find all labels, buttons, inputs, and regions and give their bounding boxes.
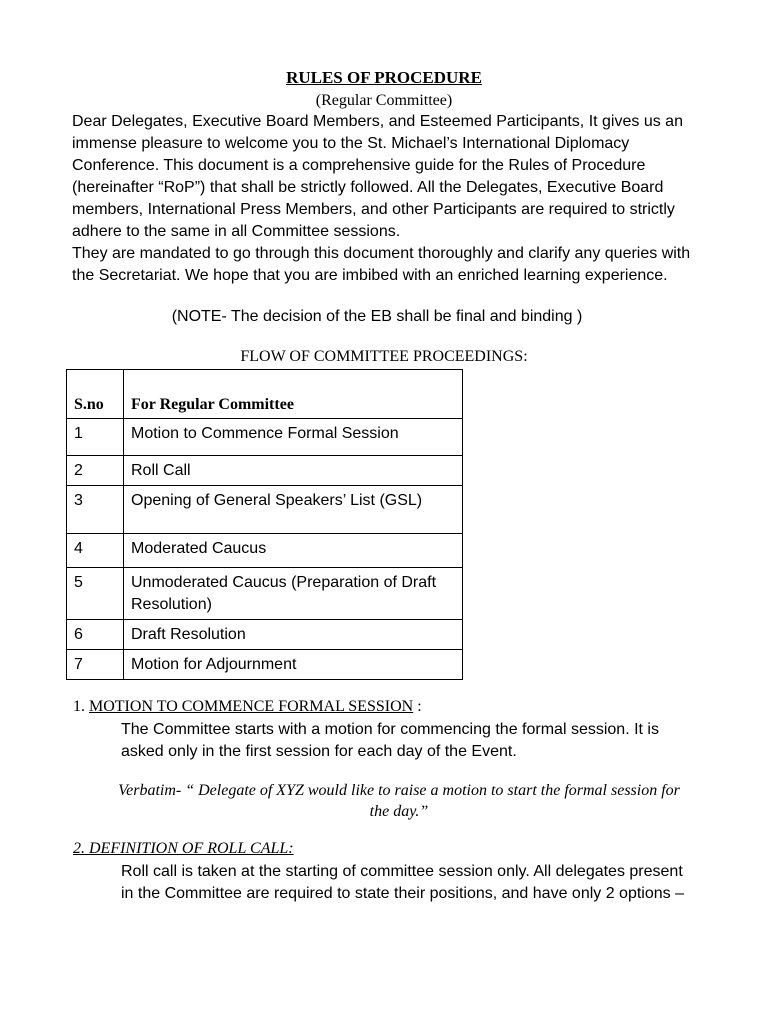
row-label: Roll Call xyxy=(124,456,463,486)
proceedings-table xyxy=(66,369,463,680)
table-header-sno: S.no xyxy=(67,370,124,419)
row-label: Draft Resolution xyxy=(124,620,463,650)
intro-paragraph-1: Dear Delegates, Executive Board Members, and Esteemed Participants, It gives us an immense pleasure to welcome you to the St. Michael’s International Diplomacy Conference. This document is a comprehensive guide for the Rules of Procedure (hereinafter “RoP”) that shall be strictly followed. All the Delegates, Executive Board members, International Press Members, and other Participants are required to strictly adhere to the same in all Committee sessions. xyxy=(72,113,683,240)
table-header-committee: For Regular Committee xyxy=(124,370,463,419)
table-row xyxy=(67,568,463,620)
row-label: Unmoderated Caucus (Preparation of Draft Resolution) xyxy=(124,568,463,620)
row-label: Opening of General Speakers’ List (GSL) xyxy=(124,486,463,534)
row-number: 3 xyxy=(67,486,124,534)
row-label: Motion for Adjournment xyxy=(124,650,463,680)
section-1-number: 1. xyxy=(73,698,89,715)
table-row xyxy=(67,456,463,486)
table-row xyxy=(67,620,463,650)
document-subtitle: (Regular Committee) xyxy=(315,92,453,109)
table-header-row xyxy=(67,370,463,419)
section-1-heading xyxy=(73,698,422,716)
note-text: (NOTE- The decision of the EB shall be final and binding ) xyxy=(171,308,583,325)
intro-paragraph-2: They are mandated to go through this document thoroughly and clarify any queries with the Secretariat. We hope that you are imbibed with an enriched learning experience. xyxy=(72,245,691,284)
row-label: Moderated Caucus xyxy=(124,534,463,568)
section-1-title: MOTION TO COMMENCE FORMAL SESSION xyxy=(89,698,414,715)
section-2-body: Roll call is taken at the starting of committee session only. All delegates present in the Committee are required to state their positions, and have only 2 options – xyxy=(121,863,684,902)
row-number: 2 xyxy=(67,456,124,486)
table-row xyxy=(67,419,463,456)
document-title: RULES OF PROCEDURE xyxy=(286,68,482,87)
row-number: 5 xyxy=(67,568,124,620)
section-1-body: The Committee starts with a motion for commencing the formal session. It is asked only in the first session for each day of the Event. xyxy=(121,721,659,760)
row-number: 6 xyxy=(67,620,124,650)
row-number: 4 xyxy=(67,534,124,568)
section-2-heading: 2. DEFINITION OF ROLL CALL: xyxy=(73,840,294,857)
flow-heading: FLOW OF COMMITTEE PROCEEDINGS: xyxy=(240,348,528,365)
section-1-verbatim: Verbatim- “ Delegate of XYZ would like to raise a motion to start the formal session for the day.” xyxy=(118,782,680,820)
table-row xyxy=(67,650,463,680)
row-number: 1 xyxy=(67,419,124,456)
intro-text xyxy=(72,111,702,287)
row-number: 7 xyxy=(67,650,124,680)
table-row xyxy=(67,534,463,568)
section-1-suffix: : xyxy=(413,698,422,715)
table-row xyxy=(67,486,463,534)
row-label: Motion to Commence Formal Session xyxy=(124,419,463,456)
